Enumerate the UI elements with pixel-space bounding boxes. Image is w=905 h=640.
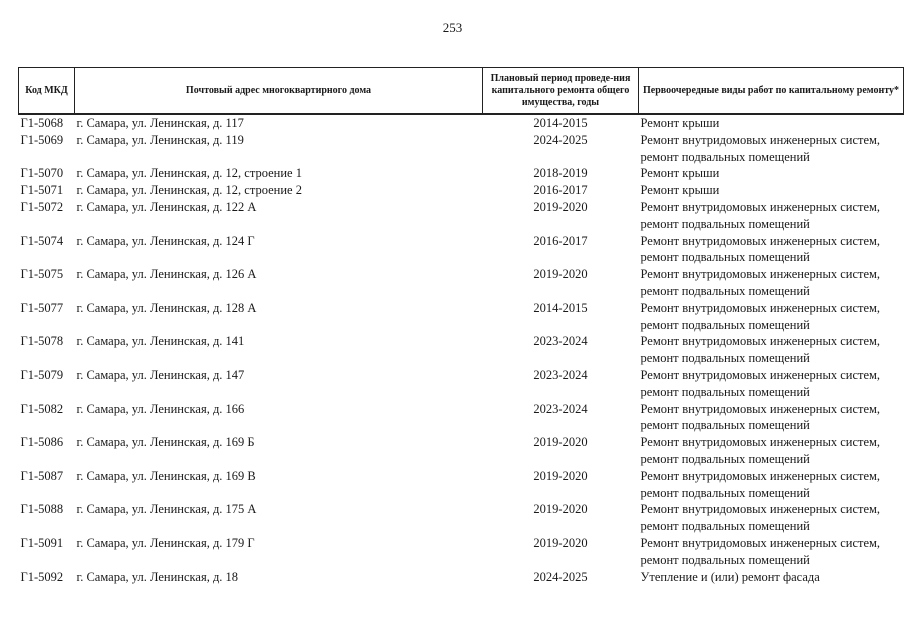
row-code: Г1-5082	[20, 401, 64, 416]
header-code: Код МКД	[19, 68, 75, 115]
table-row	[19, 434, 904, 468]
row-works-line: ремонт подвальных помещений	[640, 384, 810, 399]
row-period: 2014-2015	[533, 300, 588, 315]
row-code: Г1-5069	[20, 132, 64, 147]
row-code: Г1-5086	[20, 435, 64, 450]
row-works	[639, 367, 904, 401]
header-period: Плановый период проведе-ния капитального ремонта общего имущества, годы	[483, 68, 639, 115]
row-works	[639, 300, 904, 334]
row-address: г. Самара, ул. Ленинская, д. 128 А	[76, 300, 257, 315]
row-works	[639, 199, 904, 233]
row-code: Г1-5068	[20, 116, 64, 130]
row-works-line: Ремонт крыши	[640, 116, 720, 130]
row-works-line: Ремонт внутридомовых инженерных систем,	[640, 233, 881, 248]
row-period: 2023-2024	[533, 334, 588, 349]
table-row	[19, 468, 904, 502]
row-works-line: ремонт подвальных помещений	[640, 519, 810, 534]
row-works	[639, 165, 904, 182]
row-works	[639, 333, 904, 367]
row-period: 2019-2020	[533, 535, 588, 550]
table-row	[19, 114, 904, 132]
row-works-line: Ремонт внутридомовых инженерных систем,	[640, 367, 881, 382]
row-address: г. Самара, ул. Ленинская, д. 126 А	[76, 267, 257, 282]
row-address: г. Самара, ул. Ленинская, д. 117	[76, 116, 244, 130]
row-works-line: ремонт подвальных помещений	[640, 418, 810, 433]
table-row	[19, 199, 904, 233]
table-row	[19, 182, 904, 199]
row-address: г. Самара, ул. Ленинская, д. 141	[76, 334, 245, 349]
row-works-line: Ремонт внутридомовых инженерных систем,	[640, 267, 881, 282]
row-works	[639, 266, 904, 300]
row-works-line: Ремонт крыши	[640, 183, 720, 198]
row-code: Г1-5079	[20, 367, 64, 382]
header-works: Первоочередные виды работ по капитальному ремонту*	[639, 68, 904, 115]
row-code: Г1-5088	[20, 502, 64, 517]
table-row	[19, 333, 904, 367]
row-address: г. Самара, ул. Ленинская, д. 179 Г	[76, 535, 255, 550]
table-row	[19, 165, 904, 182]
row-works-line: ремонт подвальных помещений	[640, 451, 810, 466]
row-works	[639, 233, 904, 267]
table-row	[19, 233, 904, 267]
row-code: Г1-5070	[20, 166, 64, 181]
row-works	[639, 182, 904, 199]
row-works	[639, 401, 904, 435]
row-works-line: Ремонт внутридомовых инженерных систем,	[640, 535, 881, 550]
row-works-line: ремонт подвальных помещений	[640, 317, 810, 332]
row-works-line: Ремонт внутридомовых инженерных систем,	[640, 300, 881, 315]
row-works-line: Ремонт внутридомовых инженерных систем,	[640, 502, 881, 517]
row-period: 2023-2024	[533, 401, 588, 416]
row-works-line: Ремонт внутридомовых инженерных систем,	[640, 468, 881, 483]
row-works-line: Ремонт внутридомовых инженерных систем,	[640, 199, 881, 214]
table-header	[19, 68, 904, 115]
row-address: г. Самара, ул. Ленинская, д. 169 В	[76, 468, 256, 483]
row-address: г. Самара, ул. Ленинская, д. 12, строение 2	[76, 183, 302, 198]
row-period: 2023-2024	[533, 367, 588, 382]
row-period: 2016-2017	[533, 233, 588, 248]
row-address: г. Самара, ул. Ленинская, д. 12, строение 1	[76, 166, 302, 181]
row-works	[639, 569, 904, 586]
row-works-line: Ремонт крыши	[640, 166, 720, 181]
row-period: 2019-2020	[533, 267, 588, 282]
row-works-line: ремонт подвальных помещений	[640, 552, 810, 567]
row-code: Г1-5074	[20, 233, 64, 248]
row-works-line: ремонт подвальных помещений	[640, 351, 810, 366]
row-address: г. Самара, ул. Ленинская, д. 166	[76, 401, 245, 416]
row-code: Г1-5092	[20, 569, 64, 584]
row-works-line: ремонт подвальных помещений	[640, 283, 810, 298]
row-works-line: ремонт подвальных помещений	[640, 216, 810, 231]
table-row	[19, 569, 904, 586]
row-works-line: Ремонт внутридомовых инженерных систем,	[640, 435, 881, 450]
row-works-line: ремонт подвальных помещений	[640, 149, 810, 164]
table-row	[19, 501, 904, 535]
row-code: Г1-5071	[20, 183, 64, 198]
row-works-line: ремонт подвальных помещений	[640, 485, 810, 500]
row-address: г. Самара, ул. Ленинская, д. 122 А	[76, 199, 257, 214]
row-period: 2024-2025	[533, 132, 588, 147]
row-works	[639, 501, 904, 535]
row-period: 2019-2020	[533, 468, 588, 483]
row-period: 2018-2019	[533, 166, 588, 181]
row-address: г. Самара, ул. Ленинская, д. 175 А	[76, 502, 257, 517]
row-works-line: Ремонт внутридомовых инженерных систем,	[640, 401, 881, 416]
row-works	[639, 114, 904, 132]
row-works-line: Ремонт внутридомовых инженерных систем,	[640, 334, 881, 349]
row-code: Г1-5075	[20, 267, 64, 282]
table-row	[19, 132, 904, 166]
row-address: г. Самара, ул. Ленинская, д. 169 Б	[76, 435, 255, 450]
row-period: 2019-2020	[533, 502, 588, 517]
row-address: г. Самара, ул. Ленинская, д. 147	[76, 367, 245, 382]
capital-repair-table	[18, 67, 904, 585]
table-body	[19, 114, 904, 585]
row-code: Г1-5091	[20, 535, 64, 550]
row-code: Г1-5087	[20, 468, 64, 483]
row-period: 2019-2020	[533, 435, 588, 450]
row-address: г. Самара, ул. Ленинская, д. 18	[76, 569, 239, 584]
row-code: Г1-5072	[20, 199, 64, 214]
row-works-line: ремонт подвальных помещений	[640, 250, 810, 265]
row-works-line: Ремонт внутридомовых инженерных систем,	[640, 132, 881, 147]
row-works	[639, 468, 904, 502]
row-period: 2016-2017	[533, 183, 588, 198]
row-works-line: Утепление и (или) ремонт фасада	[640, 569, 820, 584]
page-number: 253	[442, 20, 463, 35]
row-works	[639, 535, 904, 569]
row-period: 2024-2025	[533, 569, 588, 584]
row-address: г. Самара, ул. Ленинская, д. 124 Г	[76, 233, 255, 248]
row-code: Г1-5077	[20, 300, 64, 315]
row-works	[639, 434, 904, 468]
row-period: 2019-2020	[533, 199, 588, 214]
table-row	[19, 535, 904, 569]
table-row	[19, 367, 904, 401]
table-row	[19, 401, 904, 435]
row-works	[639, 132, 904, 166]
table-row	[19, 266, 904, 300]
row-period: 2014-2015	[533, 116, 588, 130]
row-code: Г1-5078	[20, 334, 64, 349]
table-row	[19, 300, 904, 334]
row-address: г. Самара, ул. Ленинская, д. 119	[76, 132, 244, 147]
header-address: Почтовый адрес многоквартирного дома	[75, 68, 483, 115]
